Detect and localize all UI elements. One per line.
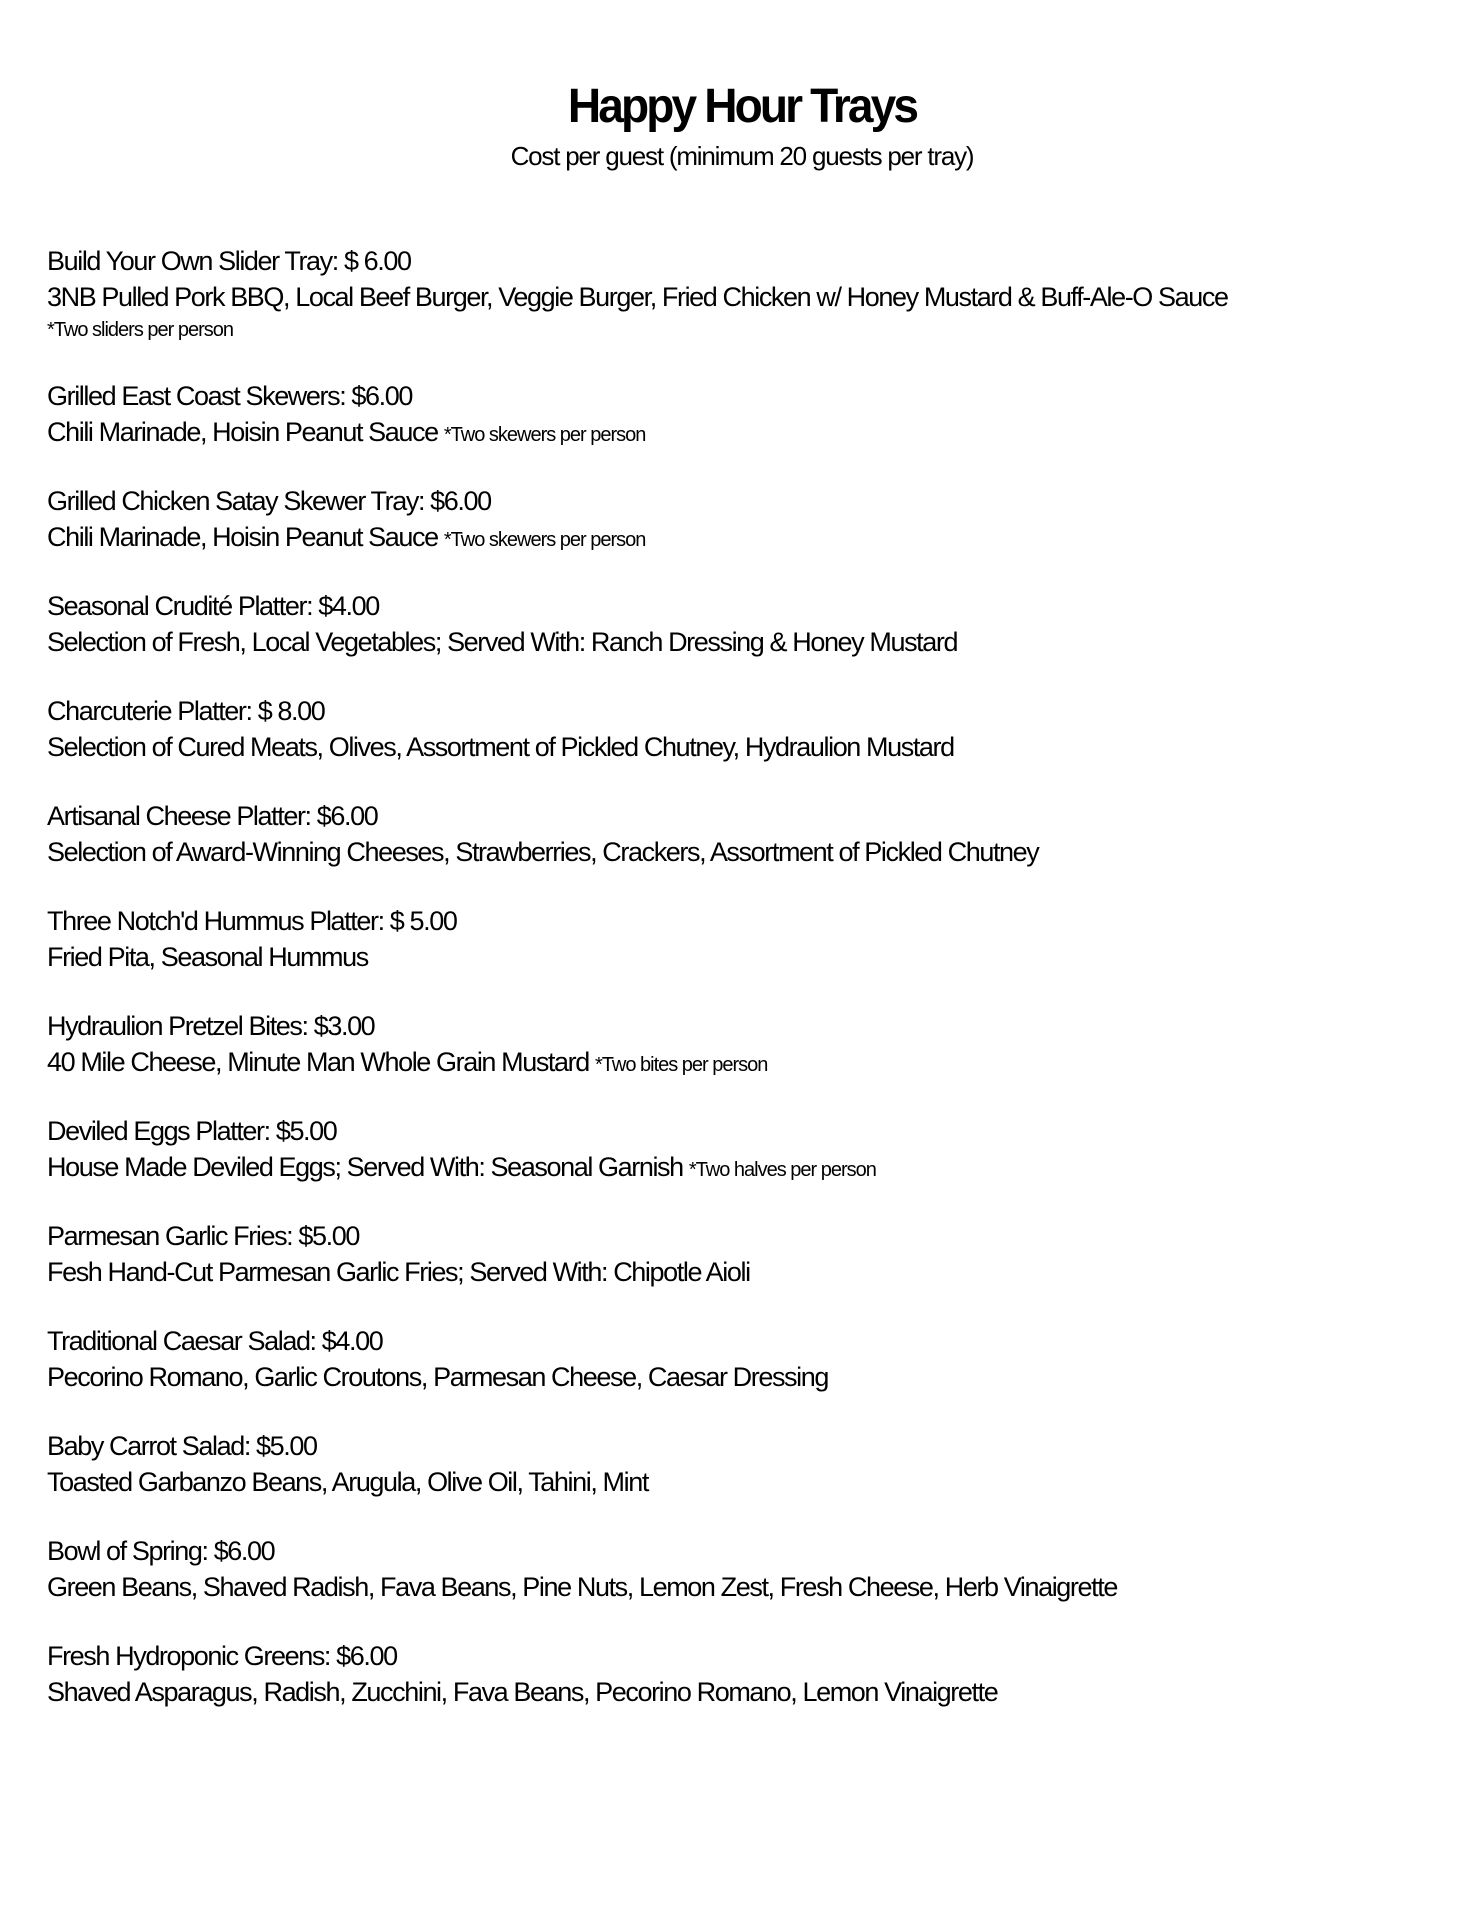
item-description: Selection of Award-Winning Cheeses, Strawberries, Crackers, Assortment of Pickled Chutney xyxy=(47,836,1039,867)
menu-item xyxy=(47,1009,1447,1080)
item-name-price: Traditional Caesar Salad: $4.00 xyxy=(47,1326,383,1356)
item-description: Pecorino Romano, Garlic Croutons, Parmesan Cheese, Caesar Dressing xyxy=(47,1361,828,1392)
item-note: *Two skewers per person xyxy=(443,528,646,551)
item-description: House Made Deviled Eggs; Served With: Seasonal Garnish xyxy=(47,1151,683,1182)
menu-item xyxy=(47,484,1447,555)
item-note: *Two bites per person xyxy=(594,1053,768,1076)
menu-item xyxy=(47,694,1447,765)
item-name-price: Charcuterie Platter: $ 8.00 xyxy=(47,696,325,726)
item-name-price: Build Your Own Slider Tray: $ 6.00 xyxy=(47,246,411,276)
item-name-price: Three Notch'd Hummus Platter: $ 5.00 xyxy=(47,906,457,936)
menu-item xyxy=(47,1534,1447,1605)
menu-item xyxy=(47,244,1447,345)
item-description: 3NB Pulled Pork BBQ, Local Beef Burger, Veggie Burger, Fried Chicken w/ Honey Mustard & Buff-Ale-O Sauce xyxy=(47,281,1228,312)
item-name-price: Grilled Chicken Satay Skewer Tray: $6.00 xyxy=(47,486,491,516)
item-note: *Two skewers per person xyxy=(443,423,646,446)
item-name-price: Fresh Hydroponic Greens: $6.00 xyxy=(47,1641,397,1671)
menu-item xyxy=(47,1114,1447,1185)
item-note: *Two sliders per person xyxy=(47,319,233,341)
item-description: Fried Pita, Seasonal Hummus xyxy=(47,941,368,972)
item-name-price: Deviled Eggs Platter: $5.00 xyxy=(47,1116,337,1146)
menu-item xyxy=(47,1639,1447,1710)
menu-list xyxy=(47,244,1447,1744)
menu-item xyxy=(47,904,1447,975)
item-name-price: Hydraulion Pretzel Bites: $3.00 xyxy=(47,1011,375,1041)
item-description: Chili Marinade, Hoisin Peanut Sauce xyxy=(47,416,438,447)
item-note: *Two halves per person xyxy=(688,1158,876,1181)
menu-item xyxy=(47,379,1447,450)
menu-header xyxy=(0,78,1484,172)
item-name-price: Grilled East Coast Skewers: $6.00 xyxy=(47,381,412,411)
menu-item xyxy=(47,799,1447,870)
item-description: Shaved Asparagus, Radish, Zucchini, Fava Beans, Pecorino Romano, Lemon Vinaigrette xyxy=(47,1676,998,1707)
menu-item xyxy=(47,1429,1447,1500)
item-name-price: Baby Carrot Salad: $5.00 xyxy=(47,1431,317,1461)
item-description: Selection of Cured Meats, Olives, Assortment of Pickled Chutney, Hydraulion Mustard xyxy=(47,731,954,762)
menu-item xyxy=(47,589,1447,660)
page-title: Happy Hour Trays xyxy=(567,80,917,133)
item-description: Chili Marinade, Hoisin Peanut Sauce xyxy=(47,521,438,552)
item-name-price: Seasonal Crudité Platter: $4.00 xyxy=(47,591,379,621)
menu-item xyxy=(47,1219,1447,1290)
item-name-price: Bowl of Spring: $6.00 xyxy=(47,1536,275,1566)
item-description: Toasted Garbanzo Beans, Arugula, Olive Oil, Tahini, Mint xyxy=(47,1466,648,1497)
item-description: Green Beans, Shaved Radish, Fava Beans, Pine Nuts, Lemon Zest, Fresh Cheese, Herb Vinaigrette xyxy=(47,1571,1117,1602)
page-subtitle: Cost per guest (minimum 20 guests per tray) xyxy=(510,141,974,171)
item-description: Fesh Hand-Cut Parmesan Garlic Fries; Served With: Chipotle Aioli xyxy=(47,1256,750,1287)
item-name-price: Parmesan Garlic Fries: $5.00 xyxy=(47,1221,359,1251)
item-description: Selection of Fresh, Local Vegetables; Served With: Ranch Dressing & Honey Mustard xyxy=(47,626,958,657)
item-description: 40 Mile Cheese, Minute Man Whole Grain Mustard xyxy=(47,1046,589,1077)
item-name-price: Artisanal Cheese Platter: $6.00 xyxy=(47,801,378,831)
menu-item xyxy=(47,1324,1447,1395)
